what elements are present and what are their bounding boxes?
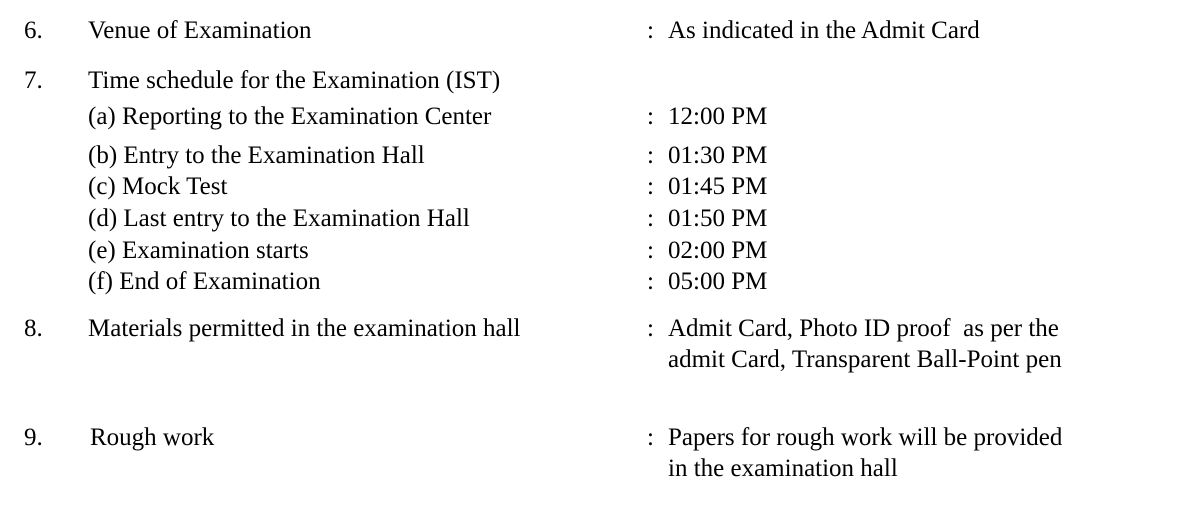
schedule-row-colon: : (647, 268, 654, 295)
schedule-row-colon: : (647, 103, 654, 130)
schedule-row-time: 12:00 PM (668, 103, 768, 130)
schedule-row-time: 02:00 PM (668, 237, 768, 264)
schedule-row-label: (f) End of Examination (88, 268, 321, 295)
item-9-label: Rough work (90, 424, 215, 451)
item-9-number: 9. (24, 424, 43, 451)
item-9-value-line-2: in the examination hall (668, 455, 898, 482)
item-6-colon: : (647, 17, 654, 44)
item-6-value: As indicated in the Admit Card (668, 17, 980, 44)
schedule-row-time: 05:00 PM (668, 268, 768, 295)
schedule-row-time: 01:30 PM (668, 142, 768, 169)
item-8-value-line-2: admit Card, Transparent Ball-Point pen (668, 346, 1062, 373)
schedule-row-time: 01:45 PM (668, 173, 768, 200)
item-8-label: Materials permitted in the examination hall (88, 315, 521, 342)
item-9-value-line-1: Papers for rough work will be provided (668, 424, 1063, 451)
item-6-number: 6. (24, 17, 43, 44)
schedule-row-colon: : (647, 173, 654, 200)
schedule-row-time: 01:50 PM (668, 205, 768, 232)
item-6-label: Venue of Examination (88, 17, 312, 44)
item-8-value-line-1: Admit Card, Photo ID proof as per the (668, 315, 1059, 342)
item-9-colon: : (647, 424, 654, 451)
schedule-row-label: (e) Examination starts (88, 237, 309, 264)
schedule-row-label: (b) Entry to the Examination Hall (88, 142, 425, 169)
item-8-colon: : (647, 315, 654, 342)
schedule-row-label: (a) Reporting to the Examination Center (88, 103, 492, 130)
schedule-row-colon: : (647, 142, 654, 169)
schedule-row-label: (c) Mock Test (88, 173, 228, 200)
item-7-number: 7. (24, 67, 43, 94)
schedule-row-colon: : (647, 237, 654, 264)
item-8-number: 8. (24, 315, 43, 342)
schedule-row-label: (d) Last entry to the Examination Hall (88, 205, 470, 232)
schedule-row-colon: : (647, 205, 654, 232)
item-7-label: Time schedule for the Examination (IST) (88, 67, 501, 94)
